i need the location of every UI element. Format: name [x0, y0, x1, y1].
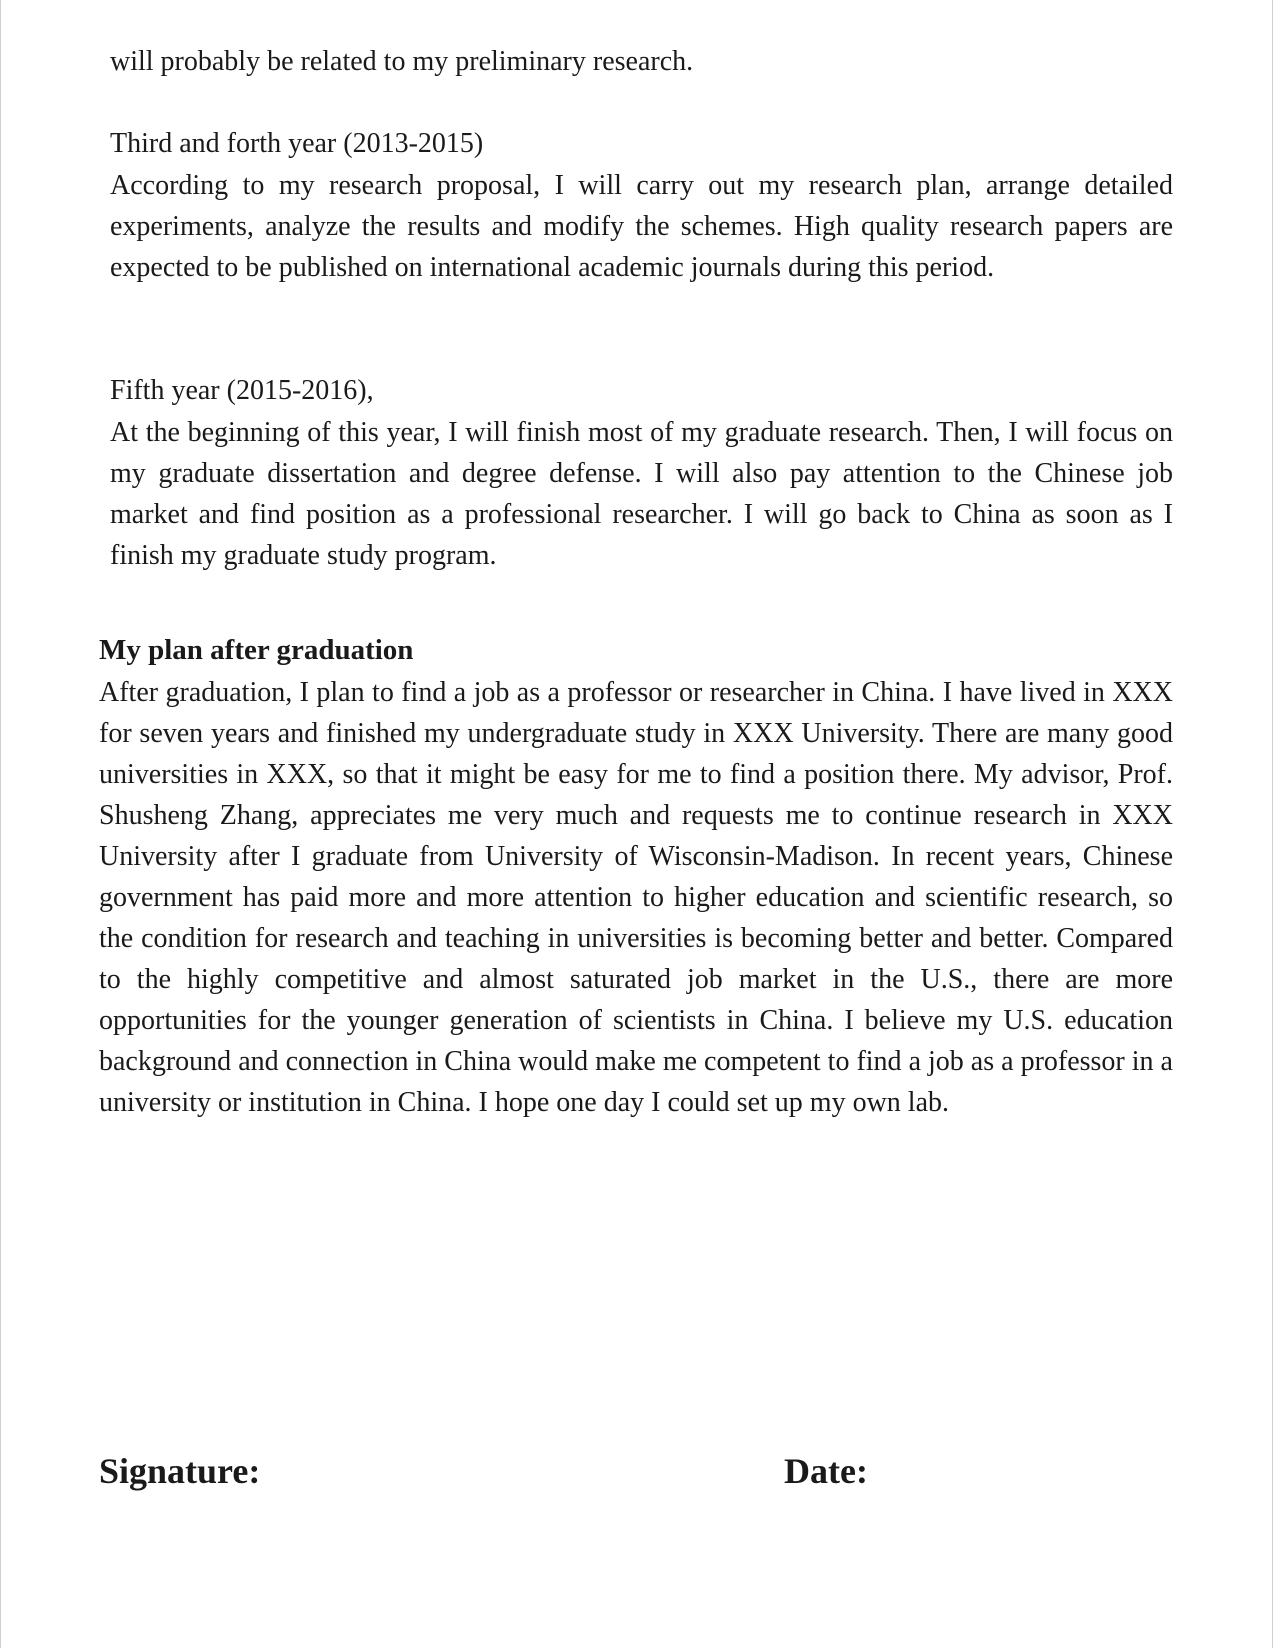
- intro-line: will probably be related to my preliminary research.: [110, 46, 694, 77]
- third-year-body: According to my research proposal, I will carry out my research plan, arrange detailed experiments, analyze the results and modify the schemes. High quality research papers are expected to be published on international academic journals during this period.: [110, 170, 1173, 283]
- signature-label: Signature:: [99, 1451, 261, 1491]
- plan-after-graduation-body: After graduation, I plan to find a job as a professor or researcher in China. I have lived in XXX for seven years and finished my undergraduate study in XXX University. There are many good universities in XXX, so that it might be easy for me to find a position there. My advisor, Prof. Shusheng Zhang, appreciates me very much and requests me to continue research in XXX University after I graduate from University of Wisconsin-Madison. In recent years, Chinese government has paid more and more attention to higher education and scientific research, so the condition for research and teaching in universities is becoming better and better. Compared to the highly competitive and almost saturated job market in the U.S., there are more opportunities for the younger generation of scientists in China. I believe my U.S. education background and connection in China would make me competent to find a job as a professor in a university or institution in China. I hope one day I could set up my own lab.: [99, 677, 1173, 1118]
- fifth-year-heading: Fifth year (2015-2016),: [110, 375, 374, 406]
- plan-after-graduation-heading: My plan after graduation: [99, 634, 414, 666]
- third-year-heading: Third and forth year (2013-2015): [110, 128, 484, 159]
- date-label: Date:: [784, 1451, 868, 1491]
- fifth-year-body: At the beginning of this year, I will finish most of my graduate research. Then, I will focus on my graduate dissertation and degree defense. I will also pay attention to the Chinese job market and find position as a professional researcher. I will go back to China as soon as I finish my graduate study program.: [110, 417, 1173, 571]
